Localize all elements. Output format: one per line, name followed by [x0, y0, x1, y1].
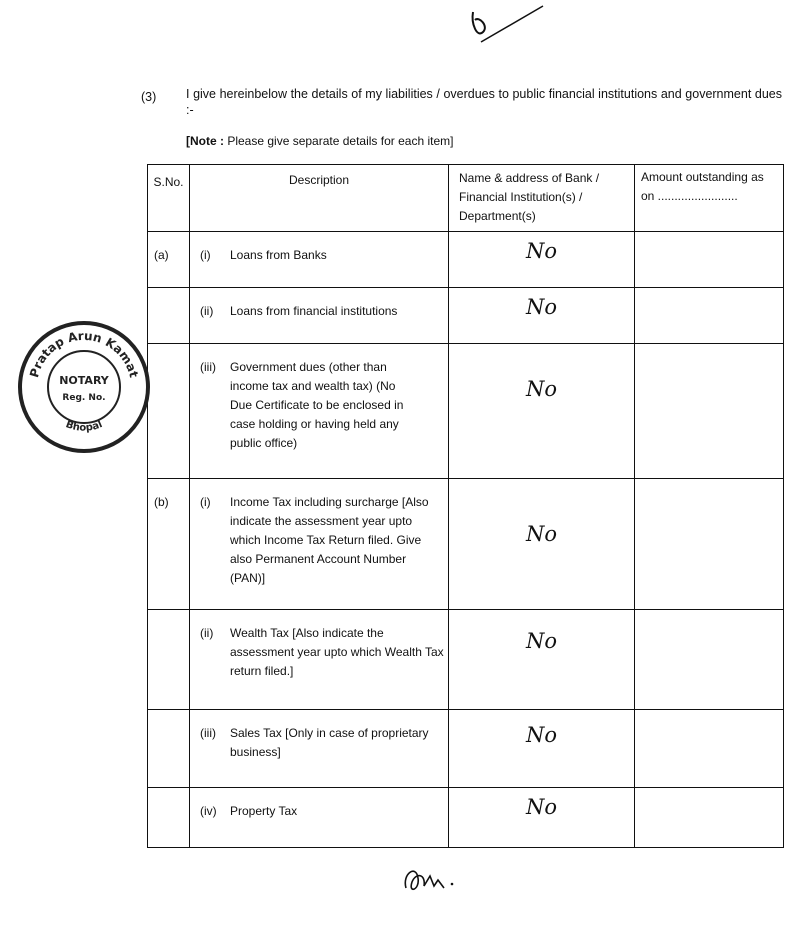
note-label: [Note :	[186, 134, 224, 148]
row-amount	[635, 344, 784, 479]
row-description	[190, 610, 449, 710]
row-sno	[148, 710, 190, 788]
row-amount	[635, 788, 784, 848]
row-bank-answer: No	[449, 344, 635, 479]
row-roman: (i)	[200, 248, 211, 262]
table-row	[148, 710, 784, 788]
row-bank-answer: No	[449, 610, 635, 710]
row-amount	[635, 710, 784, 788]
row-sno	[148, 288, 190, 344]
row-description	[190, 232, 449, 288]
row-sno	[148, 344, 190, 479]
row-sno	[148, 610, 190, 710]
row-bank-answer: No	[449, 788, 635, 848]
row-roman: (iii)	[200, 360, 216, 374]
row-bank-answer: No	[449, 479, 635, 610]
row-sno: (a)	[148, 232, 190, 288]
row-amount	[635, 610, 784, 710]
row-amount	[635, 479, 784, 610]
row-description-text: Government dues (other than income tax and wealth tax) (No Due Certificate to be enclosed in case holding or having held any public office)	[230, 360, 404, 450]
table-row	[148, 479, 784, 610]
row-roman: (i)	[200, 495, 211, 509]
row-description-text: Property Tax	[230, 804, 298, 818]
stamp-place: Bhopal	[64, 419, 105, 434]
table-row	[148, 610, 784, 710]
header-amount: Amount outstanding as on ........................	[635, 165, 784, 232]
row-description-text: Wealth Tax [Also indicate the assessment year upto which Wealth Tax return filed.]	[230, 626, 444, 678]
stamp-name: Pratap Arun Kamat	[27, 328, 141, 380]
row-description	[190, 479, 449, 610]
row-description-text: Income Tax including surcharge [Also indicate the assessment year upto which Income Tax Return filed. Give also Permanent Account Number (PAN)]	[230, 495, 429, 585]
row-description	[190, 344, 449, 479]
notary-stamp	[15, 318, 153, 456]
stamp-reg: Reg. No.	[62, 393, 106, 403]
stamp-title: NOTARY	[59, 374, 109, 387]
row-description	[190, 710, 449, 788]
row-amount	[635, 288, 784, 344]
row-description-text: Sales Tax [Only in case of proprietary business]	[230, 726, 429, 759]
row-description-text: Loans from financial institutions	[230, 304, 398, 318]
row-bank-answer: No	[449, 232, 635, 288]
liabilities-table	[147, 164, 784, 848]
note	[186, 134, 453, 148]
signature-bottom	[400, 860, 470, 900]
row-description	[190, 288, 449, 344]
signature-scribble	[465, 2, 545, 50]
row-roman: (iv)	[200, 804, 217, 818]
table-row	[148, 344, 784, 479]
table-row	[148, 232, 784, 288]
svg-text:Bhopal	[64, 419, 104, 434]
paragraph-text: I give hereinbelow the details of my liabilities / overdues to public financial institutions and government dues :-	[186, 87, 782, 117]
table-row	[148, 288, 784, 344]
row-roman: (ii)	[200, 304, 214, 318]
header-description: Description	[190, 165, 449, 232]
row-sno: (b)	[148, 479, 190, 610]
row-bank-answer: No	[449, 288, 635, 344]
table-header-row	[148, 165, 784, 232]
row-bank-answer: No	[449, 710, 635, 788]
row-roman: (ii)	[200, 626, 214, 640]
table-row	[148, 788, 784, 848]
note-text: Please give separate details for each item]	[224, 134, 454, 148]
row-roman: (iii)	[200, 726, 216, 740]
row-amount	[635, 232, 784, 288]
header-bank: Name & address of Bank / Financial Institution(s) / Department(s)	[449, 165, 635, 232]
paragraph-number: (3)	[141, 90, 157, 104]
row-sno	[148, 788, 190, 848]
row-description	[190, 788, 449, 848]
row-description-text: Loans from Banks	[230, 248, 327, 262]
header-sno: S.No.	[148, 165, 190, 232]
